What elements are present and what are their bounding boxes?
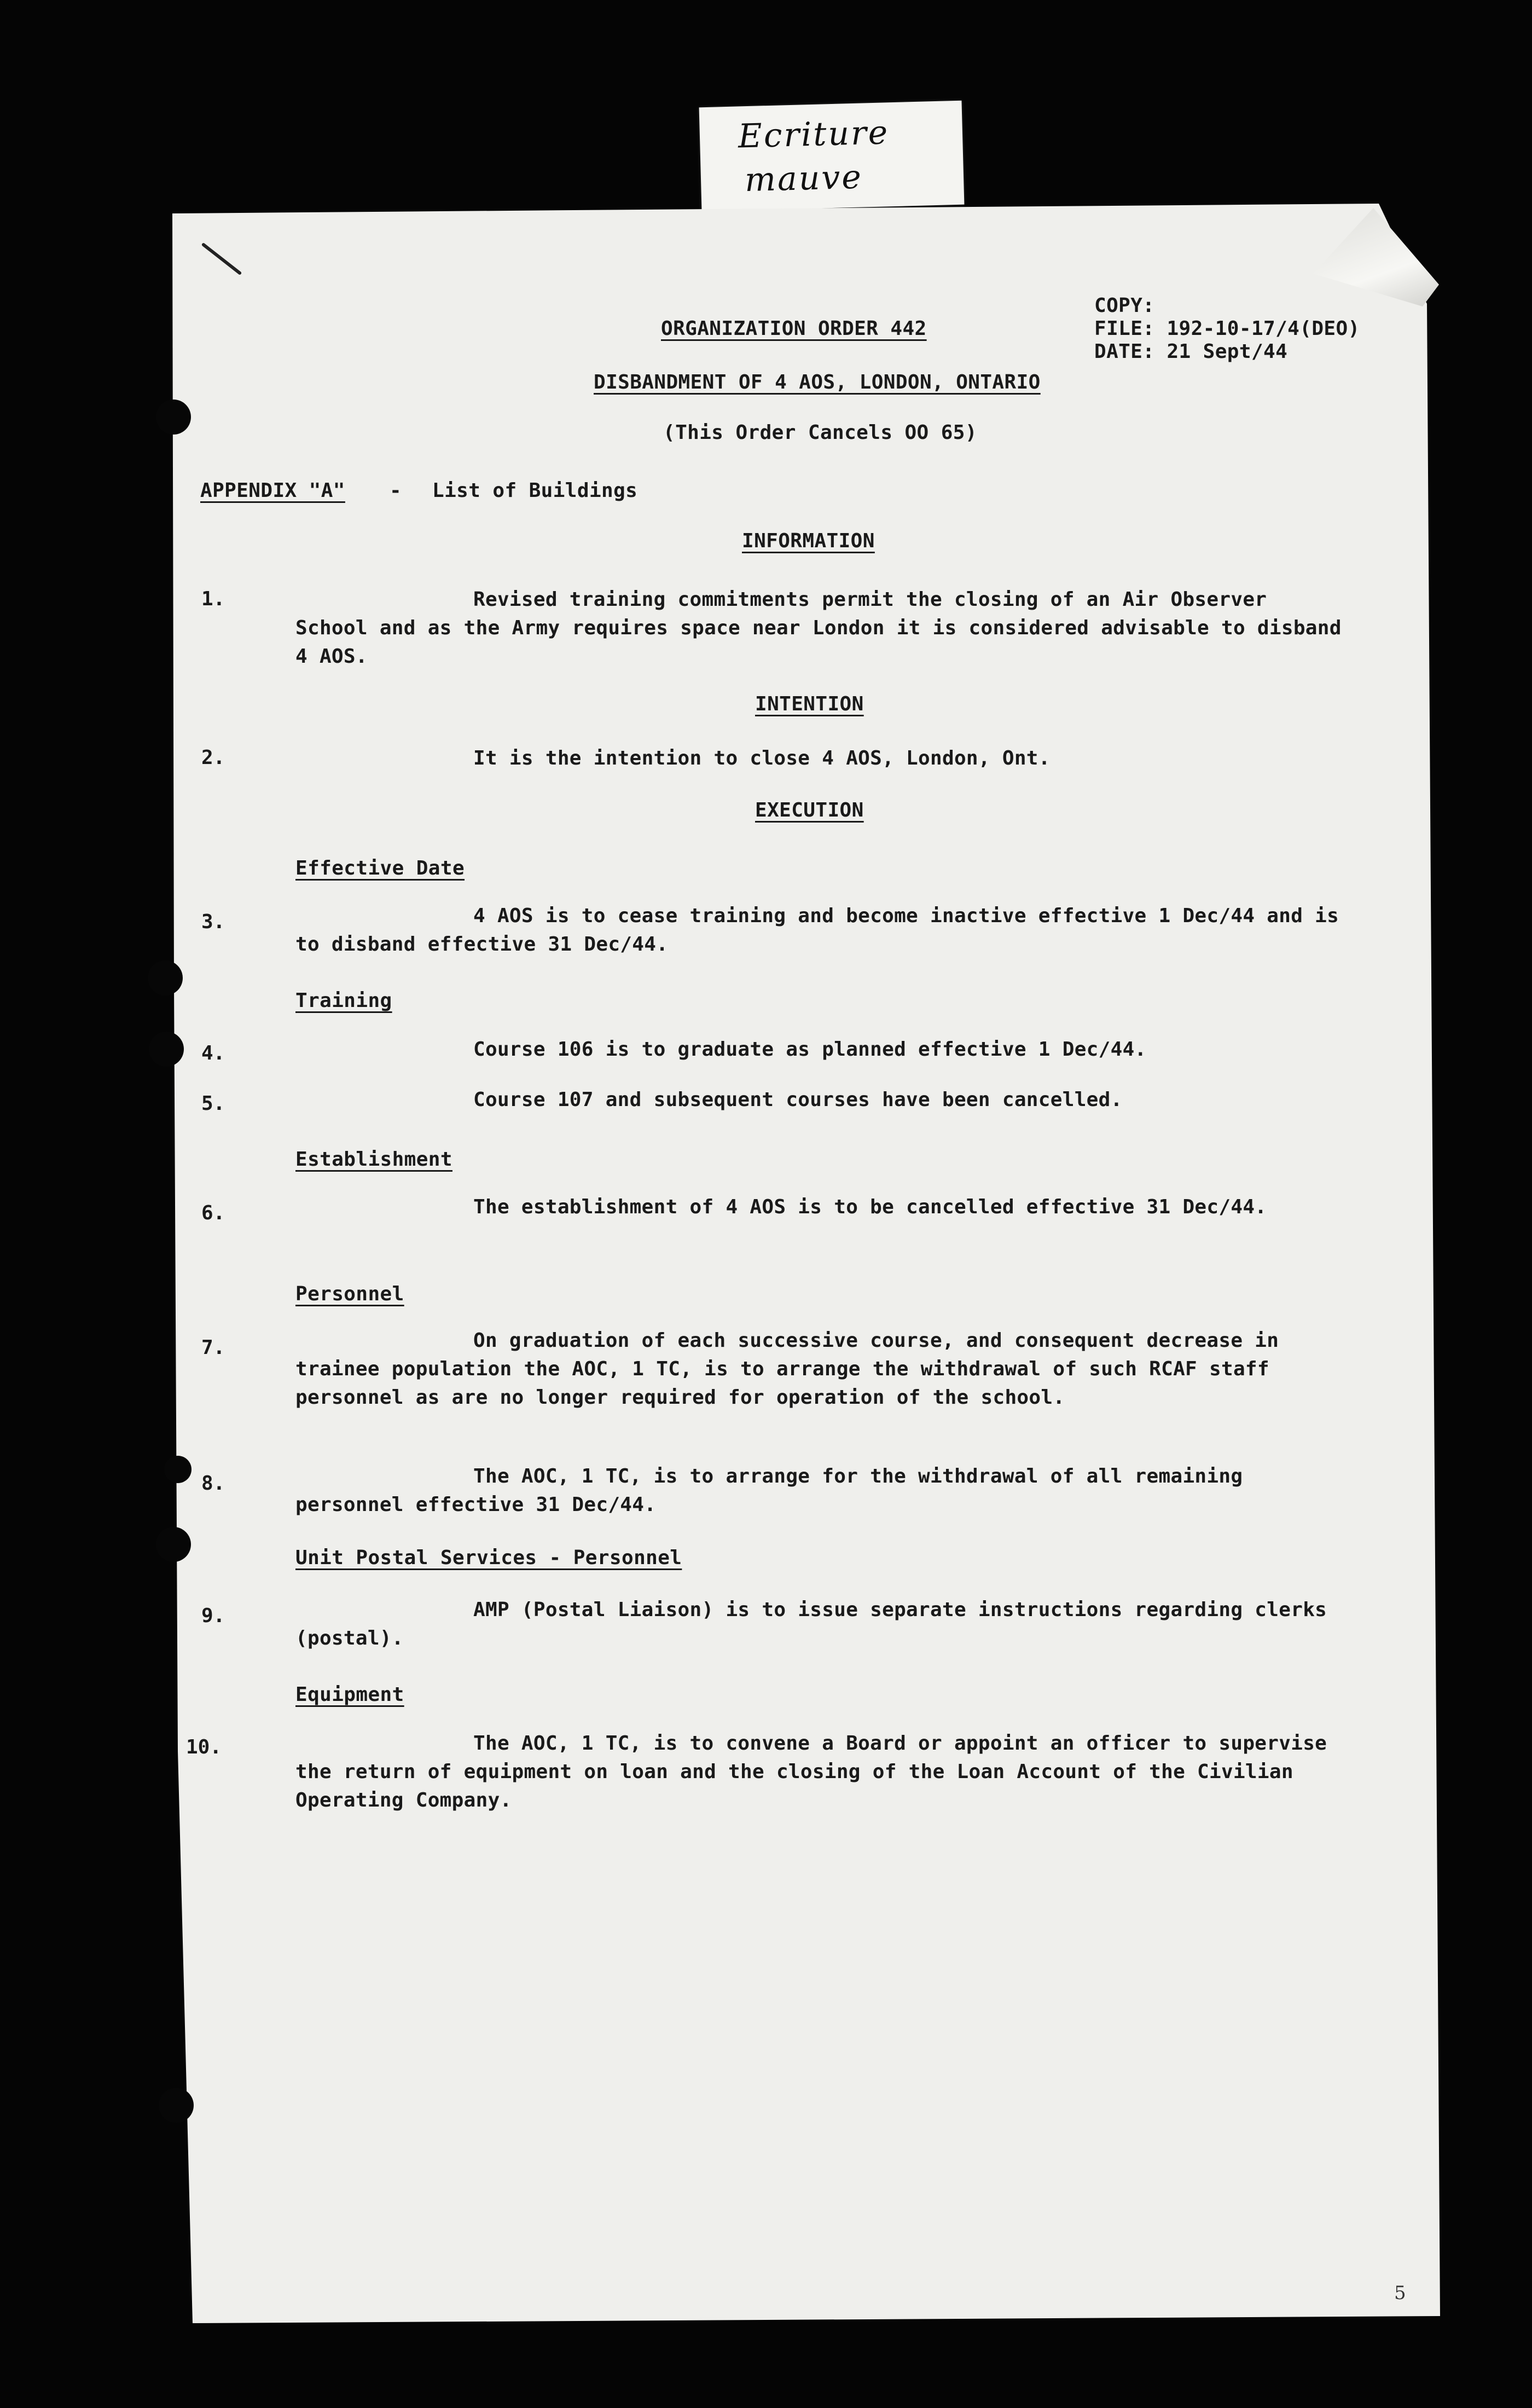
subhead-effective-date: Effective Date [295, 857, 465, 879]
copy-field: COPY: [1094, 294, 1155, 317]
section-execution: EXECUTION [755, 799, 864, 821]
punch-hole [149, 1032, 184, 1067]
paragraph-number: 1. [201, 588, 225, 610]
section-intention: INTENTION [755, 693, 864, 715]
paragraph-number: 5. [201, 1092, 225, 1115]
appendix-label: APPENDIX "A" [200, 479, 345, 502]
subhead-postal: Unit Postal Services - Personnel [295, 1547, 682, 1569]
date-field: DATE: 21 Sept/44 [1094, 340, 1288, 363]
subhead-establishment: Establishment [295, 1148, 452, 1171]
paragraph-number: 8. [201, 1472, 225, 1495]
paragraph-number: 10. [186, 1736, 222, 1758]
paragraph-5: Course 107 and subsequent courses have been cancelled. [473, 1089, 1123, 1111]
paragraph-7: On graduation of each successive course, and consequent decrease in trainee population the AOC, 1 TC, is to arrange the withdrawal of such RCAF staff personnel as are no longer required for operation of the school. [295, 1329, 1279, 1409]
paragraph-number: 2. [201, 746, 225, 769]
section-information: INFORMATION [742, 530, 875, 552]
paragraph-3: 4 AOS is to cease training and become inactive effective 1 Dec/44 and is to disband effective 31 Dec/44. [295, 905, 1339, 956]
paragraph-1: Revised training commitments permit the closing of an Air Observer School and as the Army requires space near London it is considered advisable to disband 4 AOS. [295, 588, 1342, 668]
order-subtitle: DISBANDMENT OF 4 AOS, LONDON, ONTARIO [594, 371, 1041, 393]
paragraph-10: The AOC, 1 TC, is to convene a Board or appoint an officer to supervise the return of equipment on loan and the closing of the Loan Account of the Civilian Operating Company. [295, 1732, 1327, 1811]
paragraph-number: 7. [201, 1336, 225, 1359]
file-field: FILE: 192-10-17/4(DEO) [1094, 317, 1360, 340]
handwritten-label [699, 101, 965, 211]
punch-hole [156, 400, 191, 435]
paragraph-number: 6. [201, 1202, 225, 1224]
paragraph-9: AMP (Postal Liaison) is to issue separate instructions regarding clerks (postal). [295, 1599, 1327, 1649]
punch-hole [164, 1456, 192, 1483]
appendix-dash: - [390, 479, 402, 502]
punch-hole [159, 2088, 194, 2123]
paragraph-2: It is the intention to close 4 AOS, London, Ont. [473, 747, 1051, 769]
paragraph-6: The establishment of 4 AOS is to be cancelled effective 31 Dec/44. [473, 1196, 1267, 1218]
punch-hole [156, 1527, 191, 1562]
subhead-training: Training [295, 989, 392, 1012]
page-mark: 5 [1394, 2282, 1406, 2304]
label-line-2: mauve [744, 158, 863, 200]
paragraph-8: The AOC, 1 TC, is to arrange for the withdrawal of all remaining personnel effective 31 Dec/44. [295, 1465, 1243, 1516]
paragraph-number: 4. [201, 1042, 225, 1064]
subhead-equipment: Equipment [295, 1683, 404, 1706]
subhead-personnel: Personnel [295, 1283, 404, 1305]
paragraph-number: 9. [201, 1605, 225, 1627]
paragraph-4: Course 106 is to graduate as planned effective 1 Dec/44. [473, 1038, 1147, 1061]
appendix-text: List of Buildings [432, 479, 638, 502]
punch-hole [148, 960, 183, 995]
paragraph-number: 3. [201, 911, 225, 933]
cancels-note: (This Order Cancels OO 65) [663, 421, 977, 444]
label-line-1: Ecriture [738, 113, 890, 156]
order-title: ORGANIZATION ORDER 442 [661, 317, 927, 340]
